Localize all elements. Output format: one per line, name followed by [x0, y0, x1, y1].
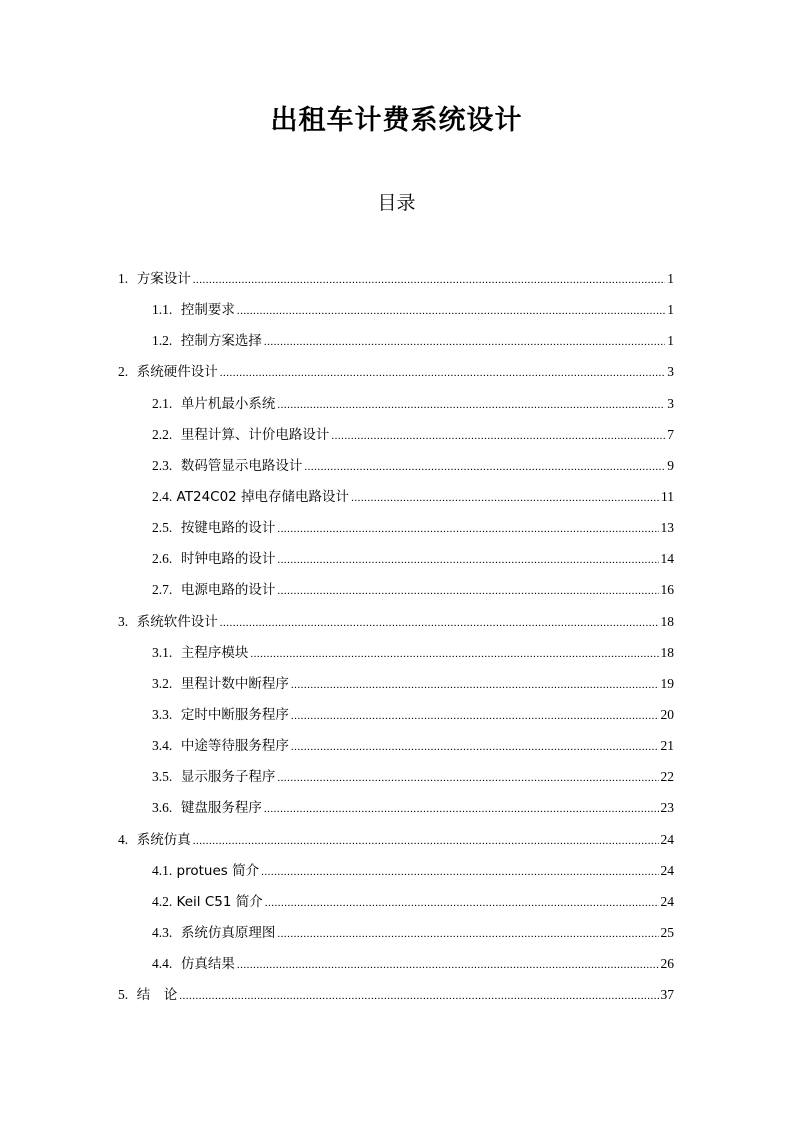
toc-title: 时钟电路的设计: [180, 551, 276, 567]
toc-number: 5.: [118, 987, 129, 1002]
toc-title: 主程序模块: [180, 645, 249, 661]
toc-title: 系统仿真: [136, 832, 191, 848]
toc-number: 1.2.: [152, 333, 173, 348]
toc-leader: [250, 643, 658, 665]
toc-number: 4.4.: [152, 956, 173, 971]
toc-number: 2.5.: [152, 520, 173, 535]
toc-title: 里程计算、计价电路设计: [180, 427, 330, 443]
toc-leader: [277, 580, 658, 602]
toc-page-number: 26: [660, 956, 674, 971]
toc-title: AT24C02 掉电存储电路设计: [176, 489, 350, 505]
toc-number: 4.2.: [152, 894, 173, 909]
toc-page-number: 25: [660, 925, 674, 940]
toc-entry[interactable]: [152, 860, 674, 882]
toc-number: 2.6.: [152, 551, 173, 566]
toc-title: 系统硬件设计: [136, 364, 218, 380]
toc-title: 电源电路的设计: [180, 582, 276, 598]
toc-number: 1.1.: [152, 302, 173, 317]
toc-entry[interactable]: [152, 548, 674, 570]
toc-page-number: 1: [667, 333, 674, 348]
toc-number: 2.4.: [152, 489, 173, 504]
toc-page-number: 3: [667, 364, 674, 379]
toc-entry[interactable]: [152, 455, 674, 477]
toc-leader: [220, 612, 659, 634]
toc-number: 4.: [118, 832, 129, 847]
toc-entry[interactable]: [152, 673, 674, 695]
document-title: 出租车计费系统设计: [270, 105, 523, 136]
toc-number: 2.7.: [152, 582, 173, 597]
toc-number: 4.1.: [152, 863, 173, 878]
toc-title: 单片机最小系统: [180, 396, 276, 412]
toc-number: 2.2.: [152, 427, 173, 442]
toc-title: 里程计数中断程序: [180, 676, 289, 692]
toc-page-number: 1: [667, 271, 674, 286]
toc-number: 2.3.: [152, 458, 173, 473]
toc-number: 4.3.: [152, 925, 173, 940]
toc-page-number: 18: [660, 645, 674, 660]
toc-leader: [179, 985, 658, 1007]
toc-entry[interactable]: [152, 735, 674, 757]
toc-leader: [277, 549, 658, 571]
toc-number: 3.5.: [152, 769, 173, 784]
toc-title: protues 简介: [176, 863, 260, 879]
toc-page-number: 24: [660, 863, 674, 878]
toc-leader: [265, 892, 659, 914]
toc-entry[interactable]: [152, 891, 674, 913]
toc-leader: [277, 767, 658, 789]
toc-leader: [291, 705, 659, 727]
toc-page-number: 21: [660, 738, 674, 753]
toc-entry[interactable]: [152, 330, 674, 352]
toc-page-number: 18: [660, 614, 674, 629]
toc-page-number: 13: [660, 520, 674, 535]
toc-leader: [277, 923, 658, 945]
toc-entry[interactable]: [118, 361, 674, 383]
toc-page-number: 1: [667, 302, 674, 317]
toc-leader: [264, 331, 665, 353]
toc-page-number: 7: [667, 427, 674, 442]
toc-number: 3.2.: [152, 676, 173, 691]
toc-page-number: 16: [660, 582, 674, 597]
toc-title: 数码管显示电路设计: [180, 458, 303, 474]
toc-entry[interactable]: [118, 829, 674, 851]
toc-page-number: 19: [660, 676, 674, 691]
toc-leader: [237, 954, 659, 976]
toc-page-number: 24: [660, 832, 674, 847]
toc-title: 键盘服务程序: [180, 800, 262, 816]
toc-leader: [220, 362, 666, 384]
toc-title: 仿真结果: [180, 956, 235, 972]
toc-title: 控制方案选择: [180, 333, 262, 349]
toc-page-number: 37: [660, 987, 674, 1002]
toc-title: 结 论: [136, 987, 178, 1003]
toc-number: 3.3.: [152, 707, 173, 722]
toc-leader: [277, 394, 665, 416]
toc-title: 中途等待服务程序: [180, 738, 289, 754]
toc-entry[interactable]: [152, 922, 674, 944]
toc-leader: [261, 861, 658, 883]
toc-leader: [331, 425, 665, 447]
toc-leader: [351, 487, 659, 509]
toc-leader: [237, 300, 665, 322]
toc-heading: 目录: [377, 192, 416, 214]
toc-page-number: 11: [661, 489, 674, 504]
toc-entry[interactable]: [152, 579, 674, 601]
toc-entry[interactable]: [152, 517, 674, 539]
toc-leader: [291, 674, 659, 696]
toc-entry[interactable]: [152, 642, 674, 664]
toc-title: 系统软件设计: [136, 614, 218, 630]
toc-leader: [277, 518, 658, 540]
toc-number: 3.: [118, 614, 129, 629]
toc-entry[interactable]: [152, 797, 674, 819]
toc-title: 按键电路的设计: [180, 520, 276, 536]
toc-number: 3.1.: [152, 645, 173, 660]
toc-leader: [193, 269, 666, 291]
toc-entry[interactable]: [118, 268, 674, 290]
toc-entry[interactable]: [152, 393, 674, 415]
toc-entry[interactable]: [118, 984, 674, 1006]
toc-entry[interactable]: [152, 704, 674, 726]
toc-entry[interactable]: [118, 611, 674, 633]
toc-title: Keil C51 简介: [176, 894, 263, 910]
toc-entry[interactable]: [152, 953, 674, 975]
toc-number: 3.6.: [152, 800, 173, 815]
toc-title: 方案设计: [136, 271, 191, 287]
toc-leader: [291, 736, 659, 758]
toc-page-number: 22: [660, 769, 674, 784]
toc-title: 系统仿真原理图: [180, 925, 276, 941]
toc-number: 2.: [118, 364, 129, 379]
toc-leader: [304, 456, 665, 478]
toc-page-number: 20: [660, 707, 674, 722]
toc-entry[interactable]: [152, 424, 674, 446]
toc-leader: [264, 798, 659, 820]
toc-number: 2.1.: [152, 396, 173, 411]
toc-entry[interactable]: [152, 486, 674, 508]
toc-page-number: 24: [660, 894, 674, 909]
toc-number: 3.4.: [152, 738, 173, 753]
toc-leader: [193, 830, 659, 852]
toc-page-number: 9: [667, 458, 674, 473]
toc-number: 1.: [118, 271, 129, 286]
toc-page-number: 3: [667, 396, 674, 411]
toc-title: 定时中断服务程序: [180, 707, 289, 723]
toc-title: 控制要求: [180, 302, 235, 318]
toc-title: 显示服务子程序: [180, 769, 276, 785]
toc-entry[interactable]: [152, 766, 674, 788]
toc-page-number: 14: [660, 551, 674, 566]
toc-entry[interactable]: [152, 299, 674, 321]
toc-page-number: 23: [660, 800, 674, 815]
